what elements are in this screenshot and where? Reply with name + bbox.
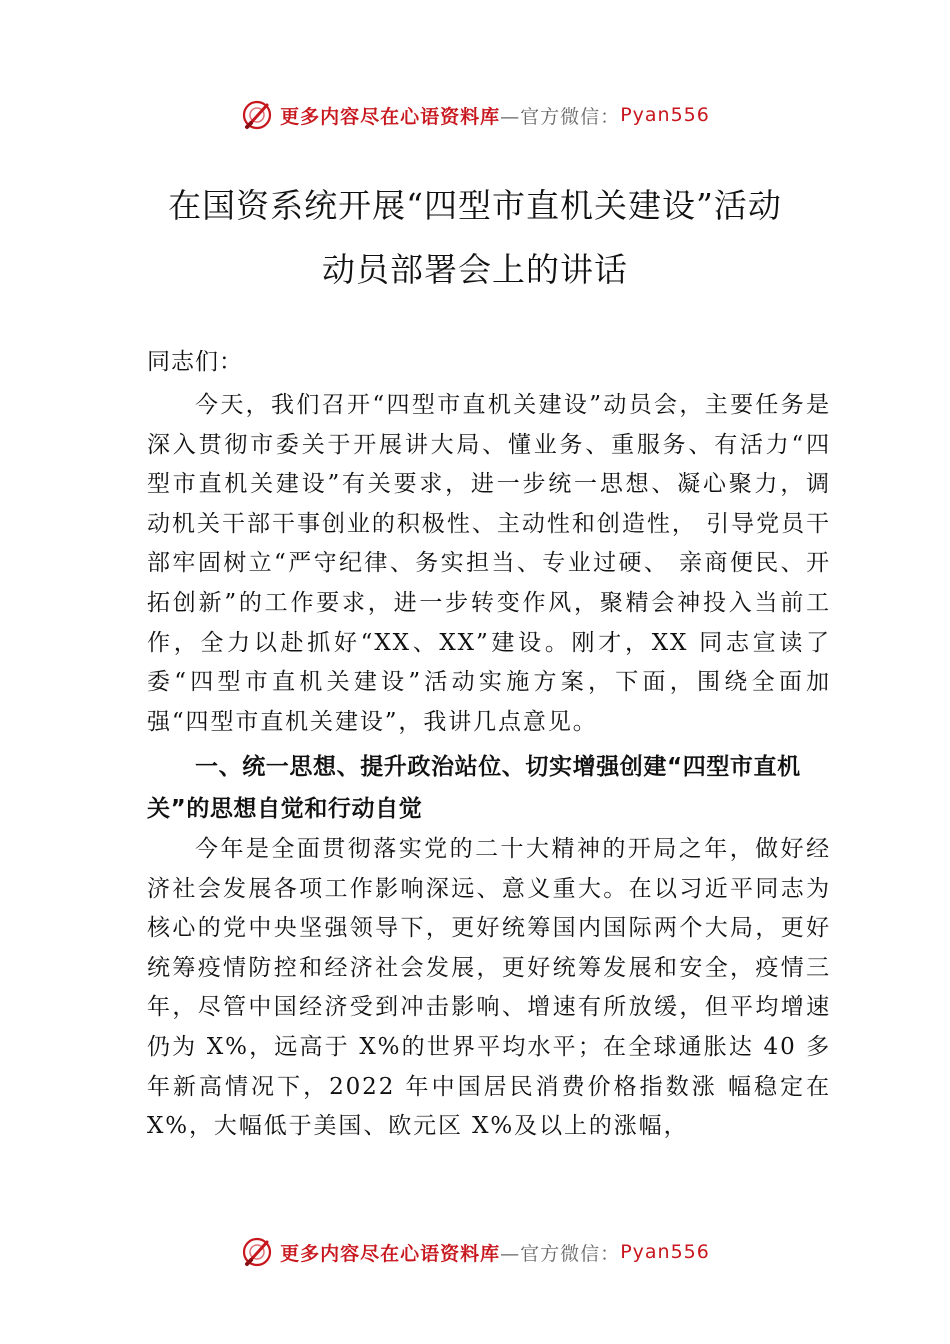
brush-logo-icon: [240, 98, 274, 132]
watermark-wechat-id: Pyan556: [620, 1241, 710, 1263]
paragraph-intro: 今天，我们召开“四型市直机关建设”动员会，主要任务是深入贯彻市委关于开展讲大局、懂业务、重服务、有活力“四型市直机关建设”有关要求，进一步统一思想、凝心聚力，调动机关干部干事创业的积极性、主动性和创造性， 引导党员干部牢固树立“严守纪律、务实担当、专业过硬、 亲商便民、开拓创新”的工作要求，进一步转变作风，聚精会神投入当前工作，全力以赴抓好“XX、XX”建设。刚才，XX 同志宣读了委“四型市直机关建设”活动实施方案，下面，围绕全面加强“四型市直机关建设”，我讲几点意见。: [147, 392, 831, 735]
document-title-line1: 在国资系统开展“四型市直机关建设”活动: [168, 186, 782, 225]
watermark-wechat-id: Pyan556: [620, 104, 710, 126]
brush-logo-icon: [240, 1235, 274, 1269]
document-title-line2: 动员部署会上的讲话: [322, 250, 628, 289]
paragraph-section1-body: 今年是全面贯彻落实党的二十大精神的开局之年，做好经济社会发展各项工作影响深远、意义重大。在以习近平同志为核心的党中央坚强领导下，更好统筹国内国际两个大局，更好统筹疫情防控和经济社会发展，更好统筹发展和安全，疫情三年，尽管中国经济受到冲击影响、增速有所放缓，但平均增速仍为 X%，远高于 X%的世界平均水平；在全球通胀达 40 多年新高情况下，2022 年中国居民消费价格指数涨 幅稳定在 X%，大幅低于美国、欧元区 X%及以上的涨幅，: [147, 836, 831, 1140]
salutation: 同志们：: [147, 349, 243, 375]
watermark-brand-text: 更多内容尽在心语资料库: [280, 1242, 501, 1265]
watermark-wechat-label: —官方微信：: [500, 105, 621, 128]
watermark-wechat-label: —官方微信：: [500, 1242, 621, 1265]
header-watermark: [0, 95, 950, 135]
footer-watermark: [0, 1232, 950, 1272]
section-heading-1: 一、统一思想、提升政治站位、切实增强创建“四型市直机关”的思想自觉和行动自觉: [147, 754, 801, 822]
watermark-brand-text: 更多内容尽在心语资料库: [280, 105, 501, 128]
